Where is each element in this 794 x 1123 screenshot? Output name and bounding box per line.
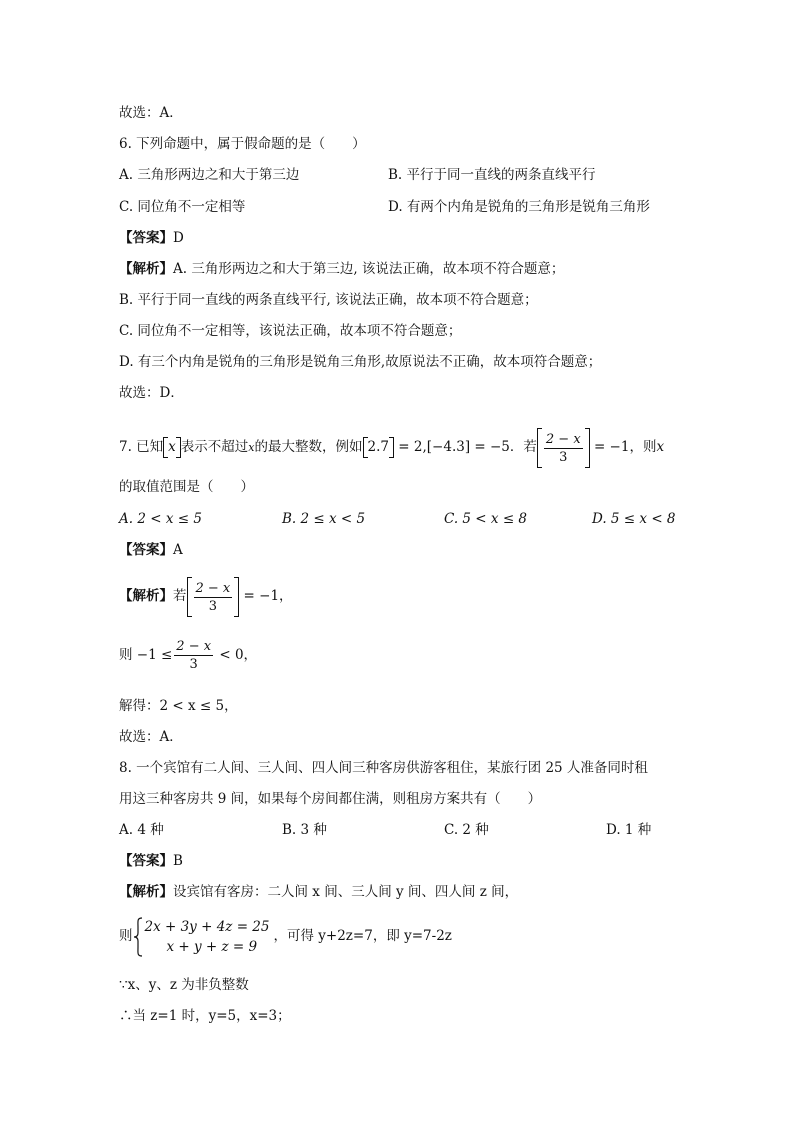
question-8-line-1: 8. 一个宾馆有二人间、三人间、四人间三种客房供游客租住，某旅行团 25 人准备同时租	[119, 760, 648, 776]
q6-option-c: C. 同位角不一定相等	[119, 199, 246, 215]
q6-explanation-2: B. 平行于同一直线的两条直线平行, 该说法正确，故本项不符合题意；	[119, 292, 538, 308]
fraction-denominator: 3	[208, 598, 218, 614]
answer-value: A	[173, 542, 183, 558]
q7-option-b: B. 2 ≤ x < 5	[282, 511, 366, 527]
q7-option-a: A. 2 < x ≤ 5	[119, 511, 202, 527]
fraction	[544, 431, 583, 466]
fraction-denominator: 3	[559, 449, 568, 465]
explanation-text: 若	[173, 588, 187, 604]
question-7	[119, 427, 664, 468]
q8-option-c: C. 2 种	[444, 822, 489, 838]
q7-select: 故选：A．	[119, 729, 183, 745]
q8-option-d: D. 1 种	[606, 822, 652, 838]
equation-2: x + y + z = 9	[166, 938, 258, 955]
example-value: 2.7	[367, 439, 389, 455]
q7-option-d: D. 5 ≤ x < 8	[592, 511, 676, 527]
q6-explanation-3: C. 同位角不一定相等，该说法正确，故本项不符合题意；	[119, 323, 462, 339]
explanation-tag: 【解析】	[119, 261, 173, 277]
var-x: x	[248, 441, 255, 454]
explanation-text-2: ，可得 y+2z=7，即 y=7-2z	[273, 928, 452, 944]
q7-example-rest: = 2,[−4.3] = −5	[394, 439, 510, 455]
answer-select-5: 故选：A．	[119, 105, 183, 121]
explanation-tag: 【解析】	[119, 588, 173, 604]
question-6: 6. 下列命题中，属于假命题的是（ ）	[119, 136, 366, 152]
q6-option-b: B. 平行于同一直线的两条直线平行	[388, 167, 596, 183]
q6-explanation-4: D. 有三个内角是锐角的三角形是锐角三角形,故原说法不正确，故本项符合题意；	[119, 354, 602, 370]
q8-answer	[119, 852, 183, 870]
q7-floor-x	[163, 438, 181, 456]
q7-explanation-3: 解得：2 < x ≤ 5，	[119, 698, 238, 714]
fraction-numerator: 2 − x	[195, 580, 231, 596]
q6-explanation-1	[119, 260, 564, 278]
explanation-text: A. 三角形两边之和大于第三边, 该说法正确，故本项不符合题意；	[173, 261, 565, 277]
q7-text-4: ，则	[629, 439, 657, 455]
q6-option-d: D. 有两个内角是锐角的三角形是锐角三角形	[388, 199, 650, 215]
brace-icon	[133, 917, 143, 957]
q8-option-a: A. 4 种	[119, 822, 164, 838]
q7-explanation-2	[119, 635, 257, 675]
fraction	[194, 580, 233, 615]
explanation-text: 设宾馆有客房：二人间 x 间、三人间 y 间、四人间 z 间，	[173, 884, 519, 900]
explanation-equals: = −1，	[239, 588, 293, 604]
q8-explanation-1	[119, 883, 518, 901]
fraction-denominator: 3	[189, 657, 198, 672]
q7-floor-fraction	[537, 428, 590, 468]
q7-text-3: ．若	[509, 439, 537, 455]
fraction	[174, 638, 213, 673]
question-8-line-2: 用这三种客房共 9 间，如果每个房间都住满，则租房方案共有（ ）	[119, 791, 542, 807]
explanation-text: 则	[119, 928, 133, 944]
q8-explanation-2	[119, 914, 452, 958]
q7-equals: = −1	[589, 439, 630, 455]
q7-exp-floor-fraction	[187, 577, 240, 617]
q7-text-1: 表示不超过	[180, 439, 249, 455]
q8-explanation-4: ∴当 z=1 时，y=5，x=3；	[119, 1008, 291, 1024]
equation-1: 2x + 3y + 4z = 25	[144, 918, 270, 935]
var-x: x	[168, 439, 176, 455]
answer-value: B	[173, 853, 183, 869]
q7-option-c: C. 5 < x ≤ 8	[444, 511, 528, 527]
fraction-numerator: 2 − x	[545, 431, 581, 447]
answer-tag: 【答案】	[119, 853, 173, 869]
q8-explanation-3: ∵x、y、z 为非负整数	[119, 977, 249, 993]
answer-value: D	[173, 230, 184, 246]
q6-select: 故选：D．	[119, 385, 184, 401]
q6-answer	[119, 229, 184, 247]
question-7-line-2: 的取值范围是（ ）	[119, 479, 254, 495]
explanation-tag: 【解析】	[119, 884, 173, 900]
q8-option-b: B. 3 种	[282, 822, 327, 838]
fraction-numerator: 2 − x	[176, 639, 212, 654]
q7-floor-example	[363, 438, 394, 456]
q7-prefix: 7. 已知	[119, 439, 164, 455]
q7-explanation-1	[119, 576, 293, 617]
q6-option-a: A. 三角形两边之和大于第三边	[119, 167, 300, 183]
q7-text-2: 的最大整数，例如	[254, 439, 363, 455]
q7-answer	[119, 541, 183, 559]
explanation-text-2: < 0，	[215, 647, 258, 663]
equation-system	[133, 917, 270, 957]
var-x: x	[656, 439, 665, 455]
explanation-text: 则 −1 ≤	[119, 647, 173, 663]
answer-tag: 【答案】	[119, 542, 173, 558]
answer-tag: 【答案】	[119, 230, 173, 246]
